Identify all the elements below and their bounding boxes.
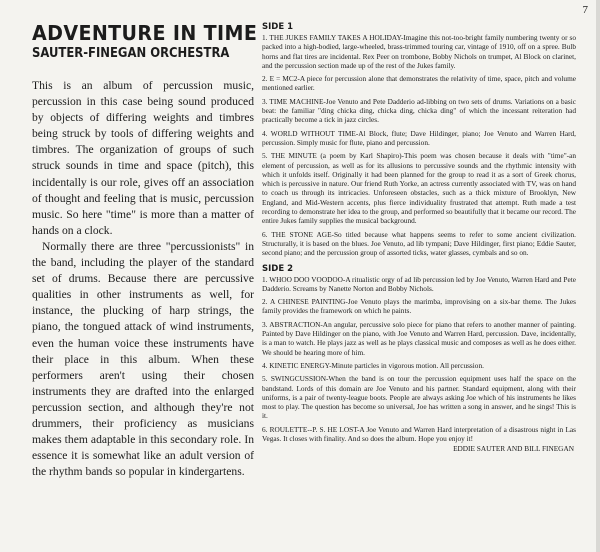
intro-paragraph: This is an album of percussion music, percussion in this case being sound produced by objects of differing weights and timbres being struck by tools of differing weights and timbres. The organization of groups of such struck sounds in time and space (pitch), this incidentally is our role, gives off an association of thought and feeling that is music, percussion music. So here "time" is more than a matter of hands on a clock. xyxy=(32,79,254,237)
track-note: 5. THE MINUTE (a poem by Karl Shapiro)-This poem was chosen because it deals with "time"-an element of percussion, as well as for its allusions to percussive sounds and the rhythmic intensity with which it unfolds itself. Originally it had been planned for the group to read it as a sort of Greek chorus, which is percussive in nature. Our friend Ruth Yorke, an actress currently associated with TV, was on hand to coach us through its intricacies. Unforeseen obstacles, such as a thick mixture of Brooklyn, New England, and Mid-Western accents, plus fierce individuality frustrated that attempt. Ruth made a test recording to demonstrate her idea to the group, and performed so beautifully that it became our record. The entire Jukes family supplies the musical background. xyxy=(262,151,576,226)
author-credits: EDDIE SAUTER AND BILL FINEGAN xyxy=(453,444,574,454)
track-note: 4. WORLD WITHOUT TIME-Al Block, flute; Dave Hildinger, piano; Joe Venuto and Warren Hard, percussion. Simply music for flute, piano and percussion. xyxy=(262,128,576,147)
page-edge xyxy=(596,0,600,552)
track-note: 1. WHOO DOO VOODOO-A ritualistic orgy of ad lib percussion led by Joe Venuto, Warren Hard and Pete Dadderio. Screams by Nanette Norton and Bobby Nichols. xyxy=(262,274,576,293)
track-note: 2. A CHINESE PAINTING-Joe Venuto plays the marimba, improvising on a six-bar theme. The Jukes family provides the framework on which he paints. xyxy=(262,297,576,316)
track-note: 6. ROULETTE--P. S. HE LOST-A Joe Venuto and Warren Hard interpretation of a disastrous night in Las Vegas. It closes with finality. And so does the album. Hope you enjoy it! xyxy=(262,424,576,443)
artist-name: SAUTER-FINEGAN ORCHESTRA xyxy=(32,45,230,61)
track-note: 6. THE STONE AGE-So titled because what happens seems to refer to some ancient civilization. Structurally, it is based on the blues. Joe Venuto, ad lib tympani; Dave Hildinger, first piano; Eddie Sauter, second piano; and the percussion group of assorted ticks, water glasses, cymbals and so on. xyxy=(262,229,576,258)
track-note: 3. ABSTRACTION-An angular, percussive solo piece for piano that refers to another manner of painting. Painted by Dave Hildinger on the piano, with Joe Venuto and Warren Hard, percussion. Dave, incidentally, is a man to watch. He plays jazz as well as he plays classical music and composes as well as he does either. We should be hearing more of him. xyxy=(262,319,576,357)
track-note: 3. TIME MACHINE-Joe Venuto and Pete Dadderio ad-libbing on two sets of drums. Variations on a basic beat: the familiar "ding chicka ding, chicka ding, chicka ding" of which the incessant reiteration had practically become a tick in jazz circles. xyxy=(262,96,576,125)
track-note: 1. THE JUKES FAMILY TAKES A HOLIDAY-Imagine this not-too-bright family numbering twenty or so packed into a high-bodied, large-wheeled, brass-trimmed touring car, vintage of 1910, off on a spree. Bulb horns and flat tires are incidental. Rex Peer on trombone, Bobby Nichols on trumpet, Al Block on clarinet, and the percussion section made up of the rest of the Jukes family. xyxy=(262,33,576,70)
album-title: ADVENTURE IN TIME xyxy=(32,21,258,45)
side-1-heading: SIDE 1 xyxy=(262,22,294,32)
intro-paragraph: Normally there are three "percussionists" in the band, including the player of the standard set of drums. Because there are percussive qualities in other instruments as well, for instance, the plucking of harp strings, the piano, the tongued attack of wind instruments, even the human voice these instruments have their place in this album. When these performers aren't using their chosen instruments they are drafted into the enlarged percussion section, and although they're not drummers, their proficiency as musicians makes them adaptable in this secondary role. In essence it is somewhat like an adult version of the rhythm bands so popular in kindergartens. xyxy=(32,239,254,479)
side-2-heading: SIDE 2 xyxy=(262,263,294,274)
intro-column xyxy=(32,21,258,480)
track-note: 5. SWINGCUSSION-When the band is on tour the percussion equipment uses half the space on the bandstand. Lords of this domain are Joe Venuto and his partner. Standard equipment, along with their uniforms, is a pair of twenty-league boots. People are always asking Joe which of his instruments he likes most to play. The question has become so universal, Joe has written a song in answer, and he sings! This is it. xyxy=(262,374,576,421)
track-notes-column xyxy=(262,22,576,453)
track-note: 4. KINETIC ENERGY-Minute particles in vigorous motion. All percussion. xyxy=(262,360,484,370)
track-note: 2. E = MC2-A piece for percussion alone that demonstrates the relativity of time, space, pitch and volume mentioned earlier. xyxy=(262,74,576,93)
page-number: 7 xyxy=(582,4,588,16)
